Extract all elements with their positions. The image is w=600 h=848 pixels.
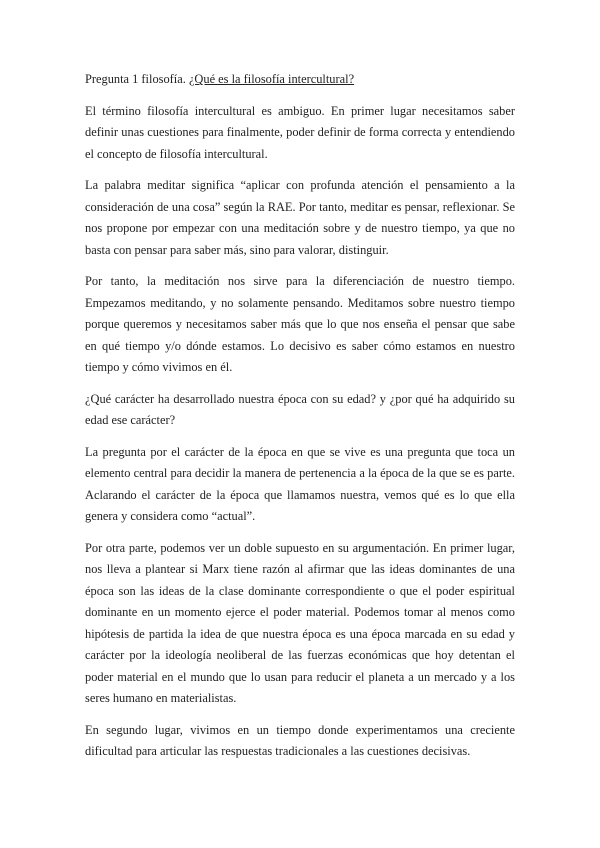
paragraph-3: Por tanto, la meditación nos sirve para la diferenciación de nuestro tiempo. Empezamos meditando, y no solamente pensando. Meditamos sobre nuestro tiempo porque queremos y necesitamos saber más que lo que nos enseña el pensar que sabe en qué tiempo y/o dónde estamos. Lo decisivo es saber cómo estamos en nuestro tiempo y cómo vivimos en él. xyxy=(85,274,515,374)
document-heading xyxy=(85,69,515,91)
paragraph-1: El término filosofía intercultural es ambiguo. En primer lugar necesitamos saber definir unas cuestiones para finalmente, poder definir de forma correcta y entendiendo el concepto de filosofía intercultural. xyxy=(85,103,515,161)
document-body xyxy=(85,69,515,773)
heading-question: ¿Qué es la filosofía intercultural? xyxy=(188,72,355,86)
paragraph-5: La pregunta por el carácter de la época en que se vive es una pregunta que toca un elemento central para decidir la manera de pertenencia a la época de la que se es parte. Aclarando el carácter de la época que llamamos nuestra, vemos qué es lo que ella genera y considera como “actual”. xyxy=(85,444,515,523)
heading-prefix: Pregunta 1 filosofía. xyxy=(85,72,189,86)
paragraph-6: Por otra parte, podemos ver un doble supuesto en su argumentación. En primer lugar, nos lleva a plantear si Marx tiene razón al afirmar que las ideas dominantes de una época son las ideas de la clase dominante correspondiente o que el poder espiritual dominante en un momento ejerce el poder material. Podemos tomar al menos como hipótesis de partida la idea de que nuestra época es una época marcada en su edad y carácter por la ideología neoliberal de las fuerzas económicas que hoy detentan el poder material en el mundo que lo usan para reducir el planeta a un mercado y a los seres humano en materialistas. xyxy=(85,540,515,705)
paragraph-7: En segundo lugar, vivimos en un tiempo donde experimentamos una creciente dificultad para articular las respuestas tradicionales a las cuestiones decisivas. xyxy=(85,722,515,758)
paragraph-4: ¿Qué carácter ha desarrollado nuestra época con su edad? y ¿por qué ha adquirido su edad ese carácter? xyxy=(85,391,515,427)
paragraph-2: La palabra meditar significa “aplicar con profunda atención el pensamiento a la consideración de una cosa” según la RAE. Por tanto, meditar es pensar, reflexionar. Se nos propone por empezar con una meditación sobre y de nuestro tiempo, ya que no basta con pensar para saber más, sino para valorar, distinguir. xyxy=(85,178,515,257)
